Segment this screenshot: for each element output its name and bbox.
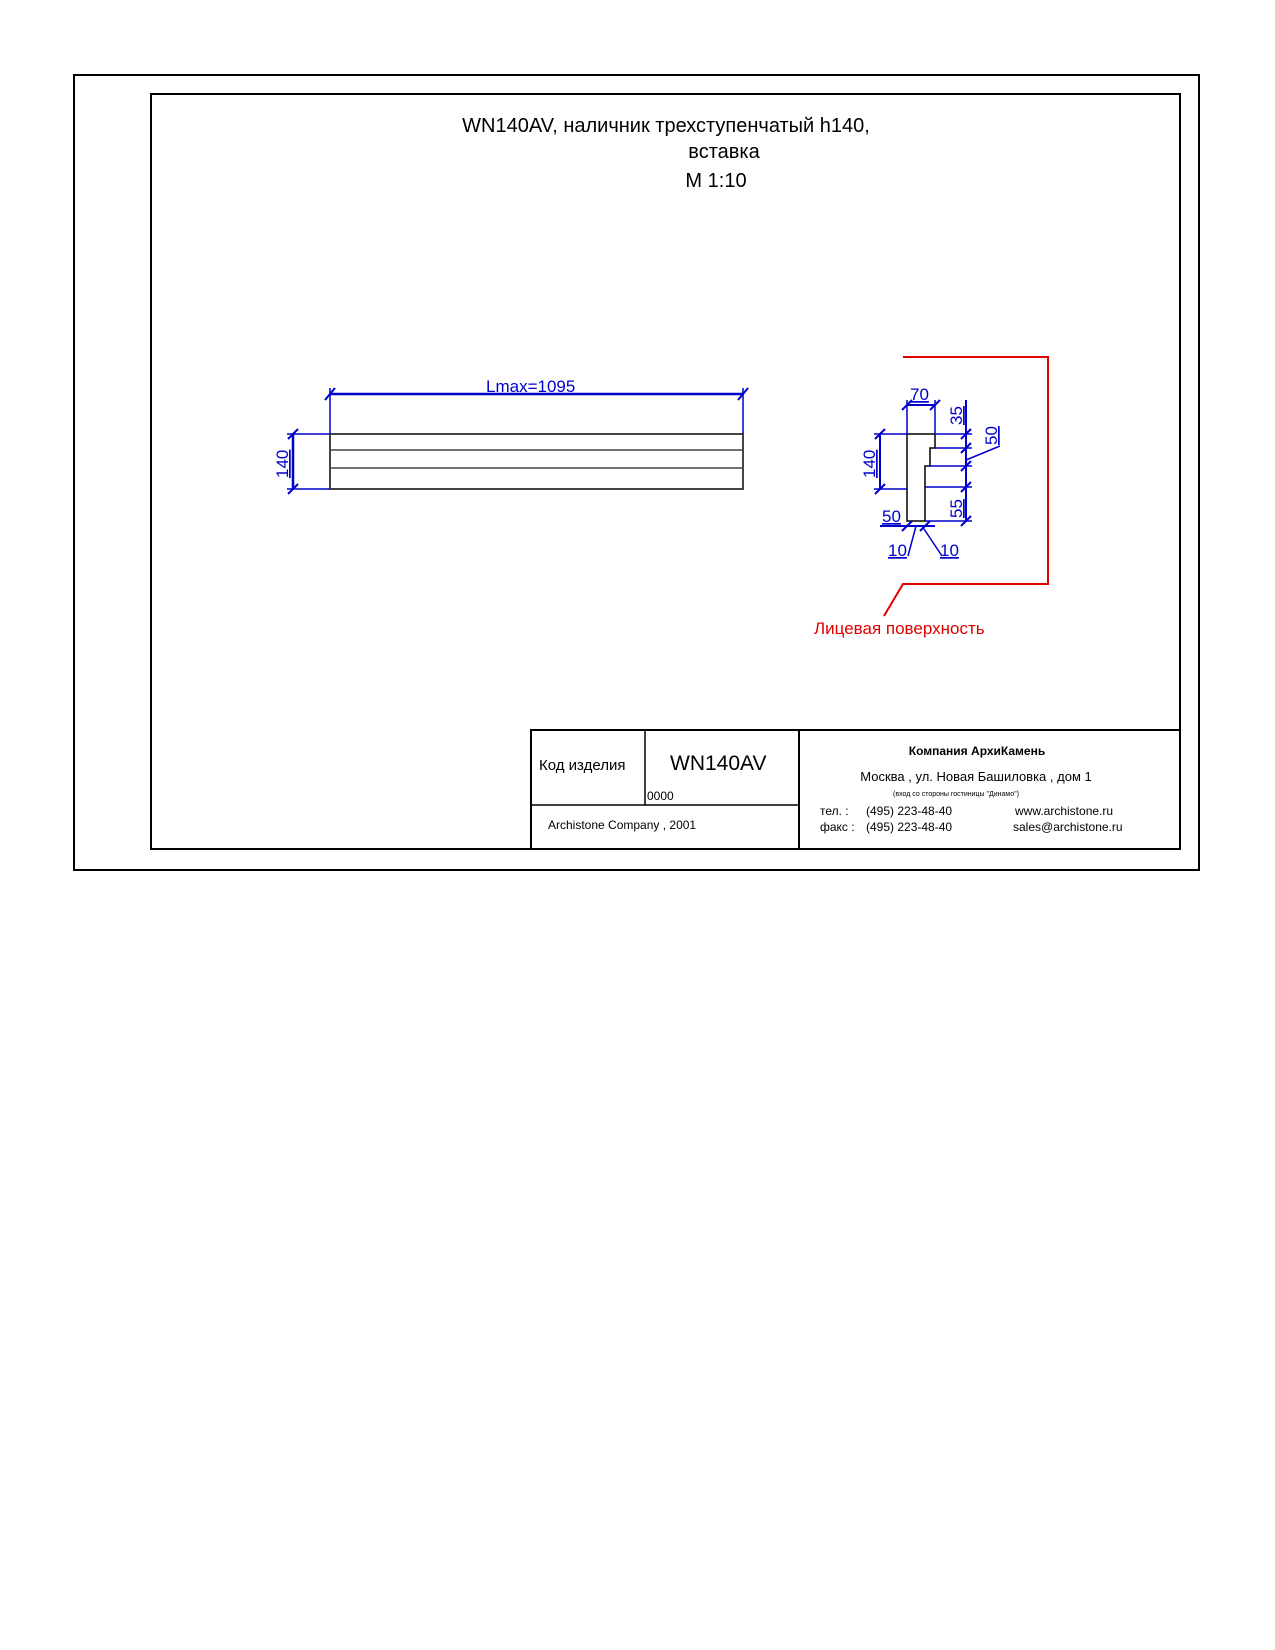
bottom-step-label: 55 [947, 499, 966, 518]
product-code-value: WN140AV [670, 752, 767, 775]
front-view-body [330, 434, 743, 489]
small-right-label: 10 [940, 541, 959, 560]
company-address: Москва , ул. Новая Башиловка , дом 1 [860, 769, 1092, 784]
middle-step-label: 50 [982, 426, 1001, 445]
profile-width-label: 70 [910, 385, 929, 404]
company-address-note: (вход со стороны гостиницы "Динамо") [893, 791, 1019, 798]
inner-frame [151, 94, 1180, 849]
drawing-title-line1: WN140AV, наличник трехступенчатый h140, [462, 115, 870, 137]
product-code-label: Код изделия [539, 757, 626, 774]
fax-label: факс : [820, 820, 855, 834]
top-step-label: 35 [947, 406, 966, 425]
product-code-number: 0000 [647, 789, 674, 803]
front-view [273, 377, 748, 494]
height-dimension-label: 140 [273, 449, 292, 478]
small-left-label: 10 [888, 541, 907, 560]
length-dimension-label: Lmax=1095 [486, 377, 576, 396]
website: www.archistone.ru [1015, 804, 1114, 818]
title-block [531, 730, 1180, 849]
drawing-scale: M 1:10 [685, 170, 747, 192]
company-name: Компания АрхиКамень [908, 744, 1046, 758]
leader-line [922, 526, 942, 556]
leader-line [908, 526, 916, 556]
phone-number: (495) 223-48-40 [866, 804, 953, 818]
copyright-text: Archistone Company , 2001 [548, 818, 697, 832]
phone-label: тел. : [820, 804, 849, 818]
fax-number: (495) 223-48-40 [866, 820, 953, 834]
profile-height-label: 140 [860, 449, 879, 478]
drawing-title-line2: вставка [688, 141, 760, 163]
profile-outline [907, 434, 935, 521]
email: sales@archistone.ru [1013, 820, 1123, 834]
bottom-width-label: 50 [882, 507, 901, 526]
face-surface-label: Лицевая поверхность [814, 619, 985, 638]
profile-view [814, 357, 1048, 638]
